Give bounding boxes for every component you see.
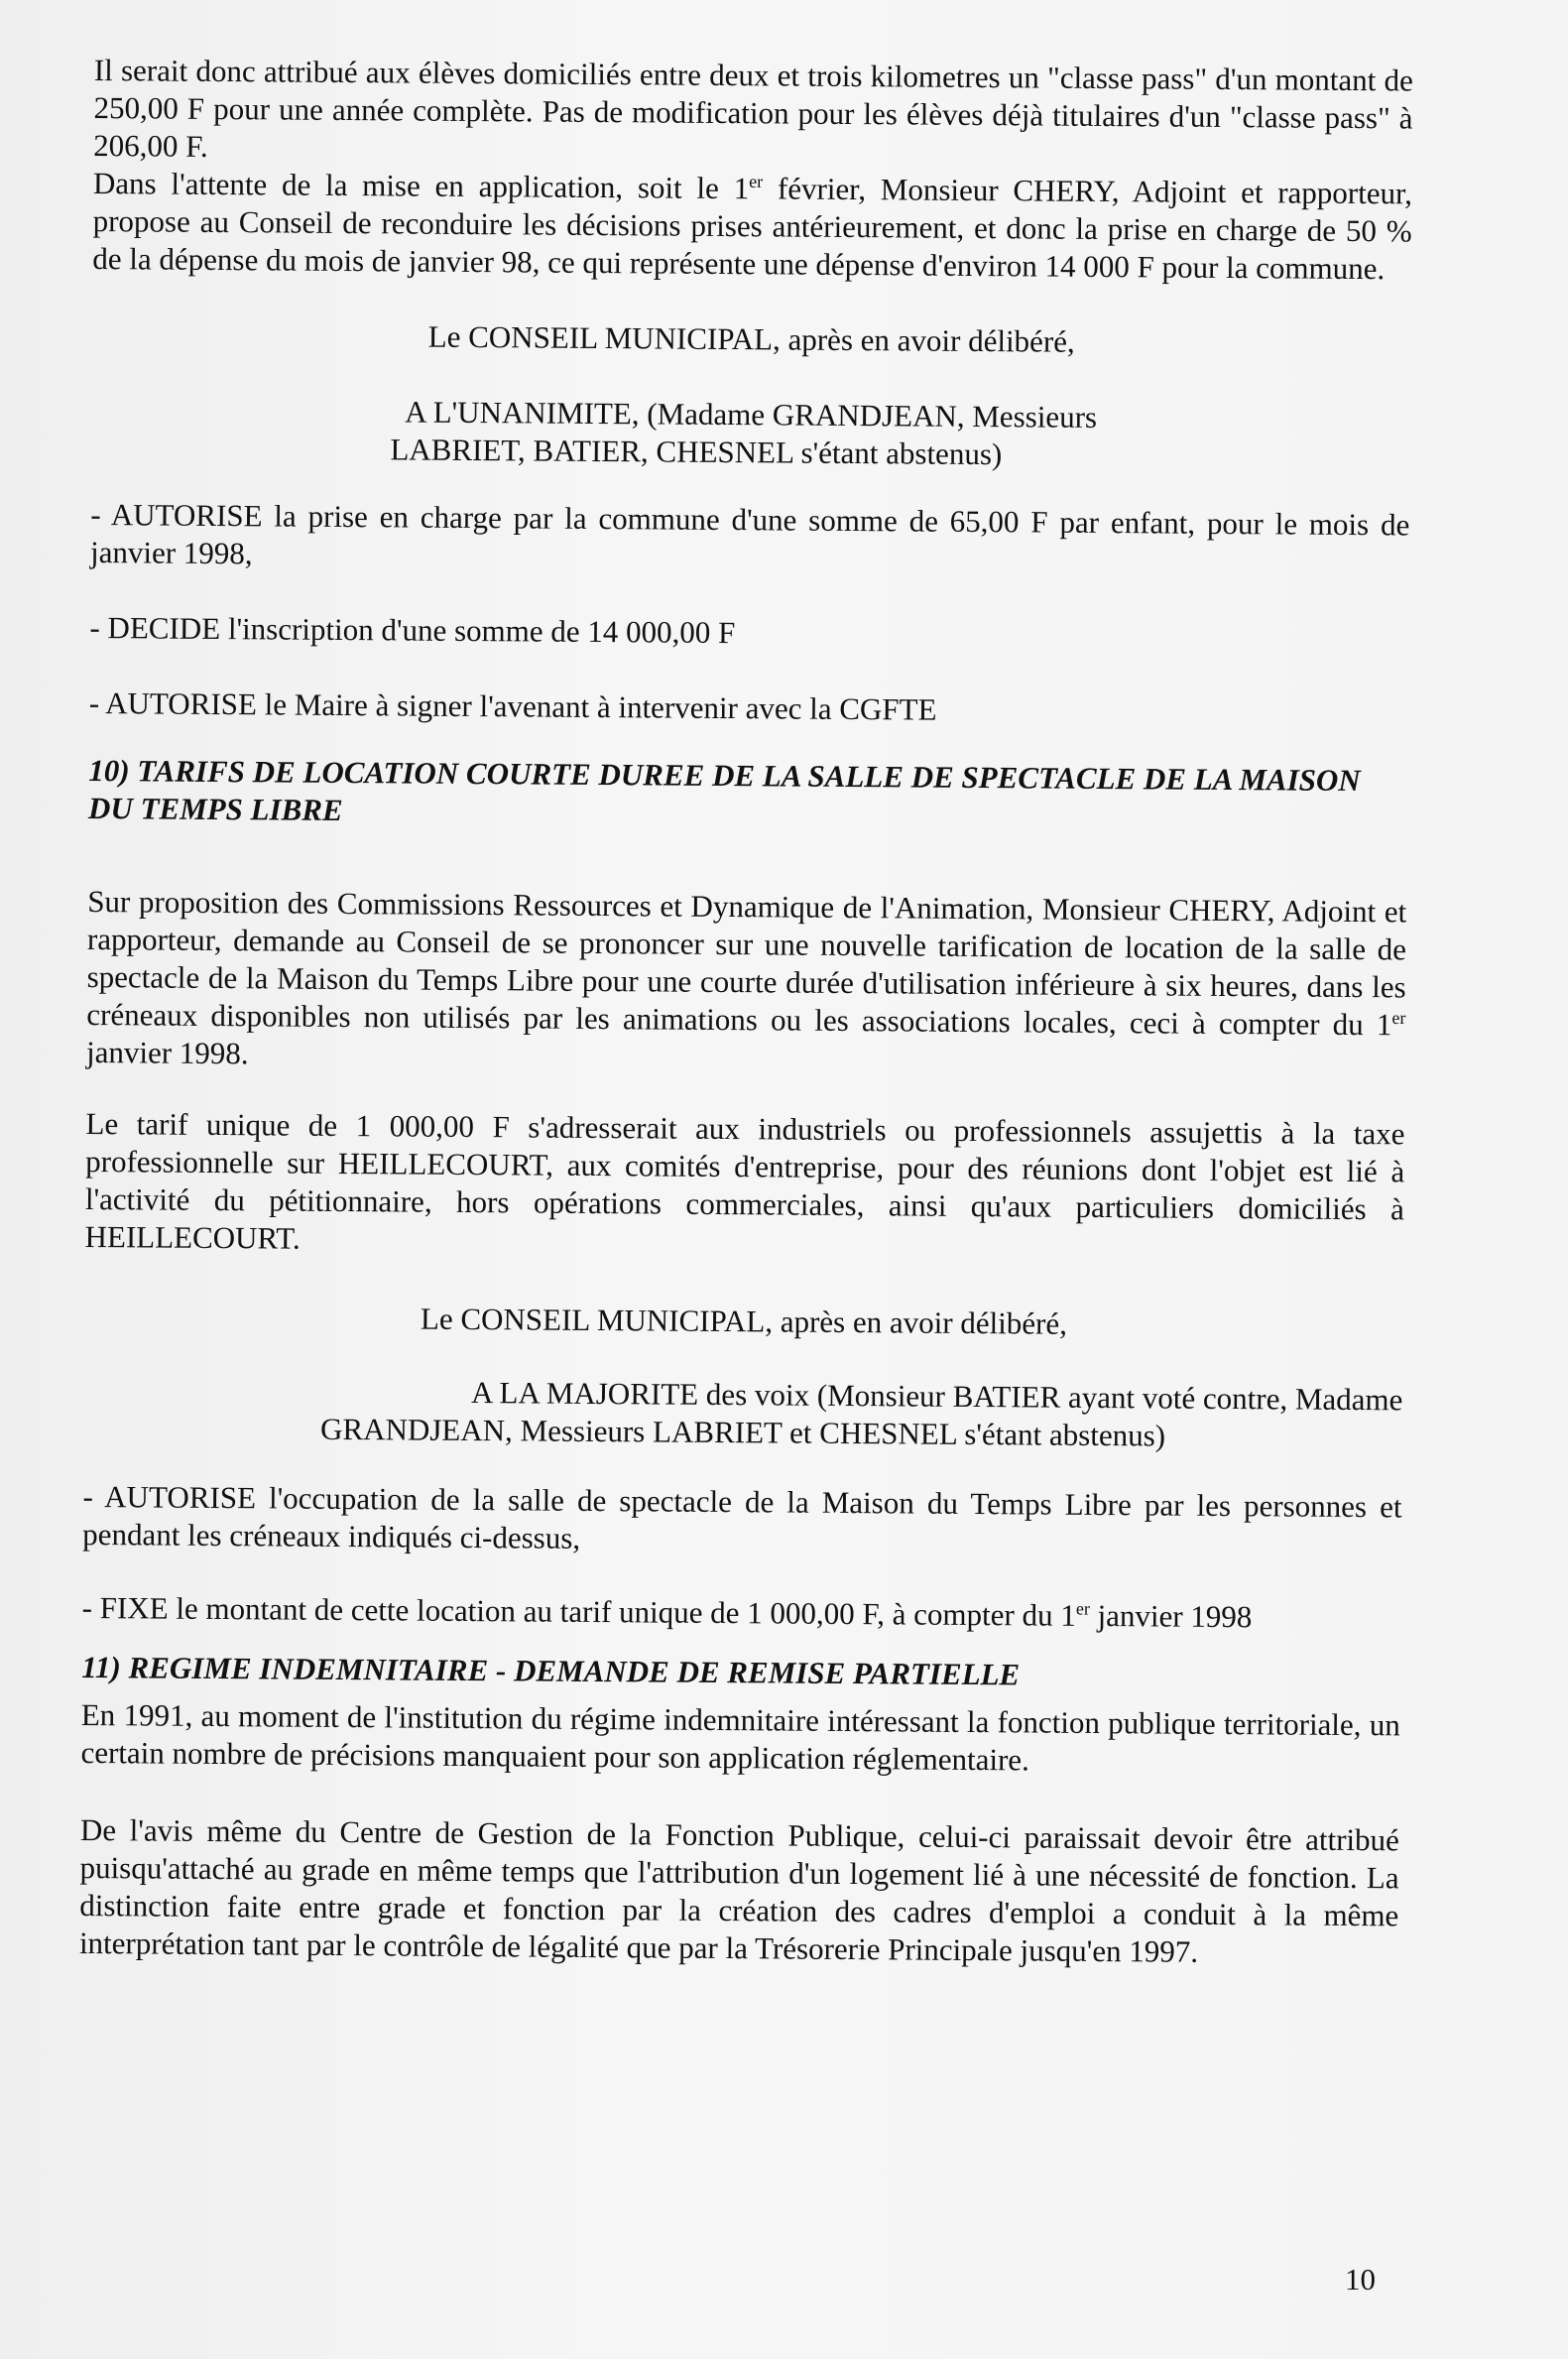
- decision-verb: - FIXE: [81, 1589, 169, 1626]
- decision-item: [82, 1478, 1402, 1563]
- decision-verb: - AUTORISE: [88, 684, 258, 722]
- section-heading-11: 11) REGIME INDEMNITAIRE - DEMANDE DE REMISE PARTIELLE: [81, 1649, 1021, 1692]
- paragraph-attente: [92, 165, 1412, 288]
- superscript: er: [1391, 1007, 1406, 1029]
- text-span: février, Monsieur CHERY, Adjoint et rapporteur, propose au Conseil de reconduire les décisions prises antérieurement, et donc la prise en charge de 50 % de la dépense du mois de janvier 98, ce qui représente une dépense d'environ 14 000 F pour la commune.: [92, 171, 1413, 287]
- decision-text: le montant de cette location au tarif unique de 1 000,00 F, à compter du 1: [168, 1590, 1076, 1633]
- decision-item: [89, 684, 1408, 732]
- decision-item: [90, 496, 1410, 581]
- vote-result-line1: A LA MAJORITE des voix (Monsieur BATIER ayant voté contre, Madame: [470, 1375, 1403, 1418]
- council-deliberation: Le CONSEIL MUNICIPAL, après en avoir délibéré,: [427, 318, 1075, 359]
- page-number: 10: [1345, 2262, 1376, 2297]
- decision-verb: - AUTORISE: [90, 496, 263, 534]
- text-span: Sur proposition des Commissions Ressources et Dynamique de l'Animation, Monsieur CHERY, Adjoint et rapporteur, demande au Conseil de se prononcer sur une nouvelle tarification de location de la salle de spectacle de la Maison du Temps Libre pour une courte durée d'utilisation inférieure à six heures, dans les créneaux disponibles non utilisés par les animations ou les associations locales, ceci à compter du 1: [86, 883, 1407, 1043]
- section-heading-10: 10) TARIFS DE LOCATION COURTE DUREE DE LA SALLE DE SPECTACLE DE LA MAISON DU TEMPS LIBRE: [87, 752, 1361, 827]
- decision-text: le Maire à signer l'avenant à intervenir avec la CGFTE: [256, 686, 937, 727]
- decision-verb: - AUTORISE: [82, 1478, 257, 1516]
- vote-result-line2: LABRIET, BATIER, CHESNEL s'étant abstenus): [390, 432, 1003, 472]
- superscript: er: [749, 171, 764, 191]
- decision-verb: - DECIDE: [89, 609, 221, 647]
- vote-result-line2: GRANDJEAN, Messieurs LABRIET et CHESNEL s'étant abstenus): [319, 1411, 1166, 1453]
- paragraph-proposition: [86, 883, 1406, 1081]
- paragraph-regime-1991: En 1991, au moment de l'institution du régime indemnitaire intéressant la fonction publique territoriale, un certain nombre de précisions manquaient pour son application réglementaire.: [80, 1696, 1400, 1778]
- text-span: Dans l'attente de la mise en application, soit le 1: [92, 165, 750, 206]
- vote-result-line1: A L'UNANIMITE, (Madame GRANDJEAN, Messieurs: [405, 394, 1098, 435]
- decision-item: [82, 1589, 1401, 1637]
- paragraph-avis-centre-gestion: De l'avis même du Centre de Gestion de la Fonction Publique, celui-ci paraissait devoir être attribué puisqu'attaché au grade en même temps que l'attribution d'un logement lié à une nécessité de fonction. La distinction faite entre grade et fonction par la création des cadres d'emploi a conduit à la même interprétation tant par le contrôle de légalité que par la Trésorerie Principale jusqu'en 1997.: [78, 1811, 1400, 1969]
- paragraph-classe-pass: Il serait donc attribué aux élèves domiciliés entre deux et trois kilometres un "classe pass" d'un montant de 250,00 F pour une année complète. Pas de modification pour les élèves déjà titulaires d'un "classe pass" à 206,00 F.: [93, 52, 1413, 164]
- council-deliberation: Le CONSEIL MUNICIPAL, après en avoir délibéré,: [420, 1301, 1068, 1341]
- text-span: janvier 1998.: [85, 1034, 249, 1071]
- decision-item: [89, 609, 1408, 657]
- superscript: er: [1075, 1598, 1090, 1619]
- decision-text: la prise en charge par la commune d'une somme de 65,00 F par enfant, pour le mois de janvier 1998,: [89, 498, 1410, 571]
- decision-text: l'occupation de la salle de spectacle de la Maison du Temps Libre par les personnes et pendant les créneaux indiqués ci-dessus,: [82, 1480, 1402, 1555]
- page-body: [79, 52, 1413, 1972]
- decision-text: janvier 1998: [1089, 1597, 1253, 1635]
- decision-text: l'inscription d'une somme de 14 000,00 F: [220, 611, 736, 651]
- paragraph-tarif-unique: Le tarif unique de 1 000,00 F s'adresserait aux industriels ou professionnels assujettis à la taxe professionnelle sur HEILLECOURT, aux comités d'entreprise, pour des réunions dont l'objet est lié à l'activité du pétitionnaire, hors opérations commerciales, ainsi qu'aux particuliers domiciliés à HEILLECOURT.: [84, 1105, 1405, 1256]
